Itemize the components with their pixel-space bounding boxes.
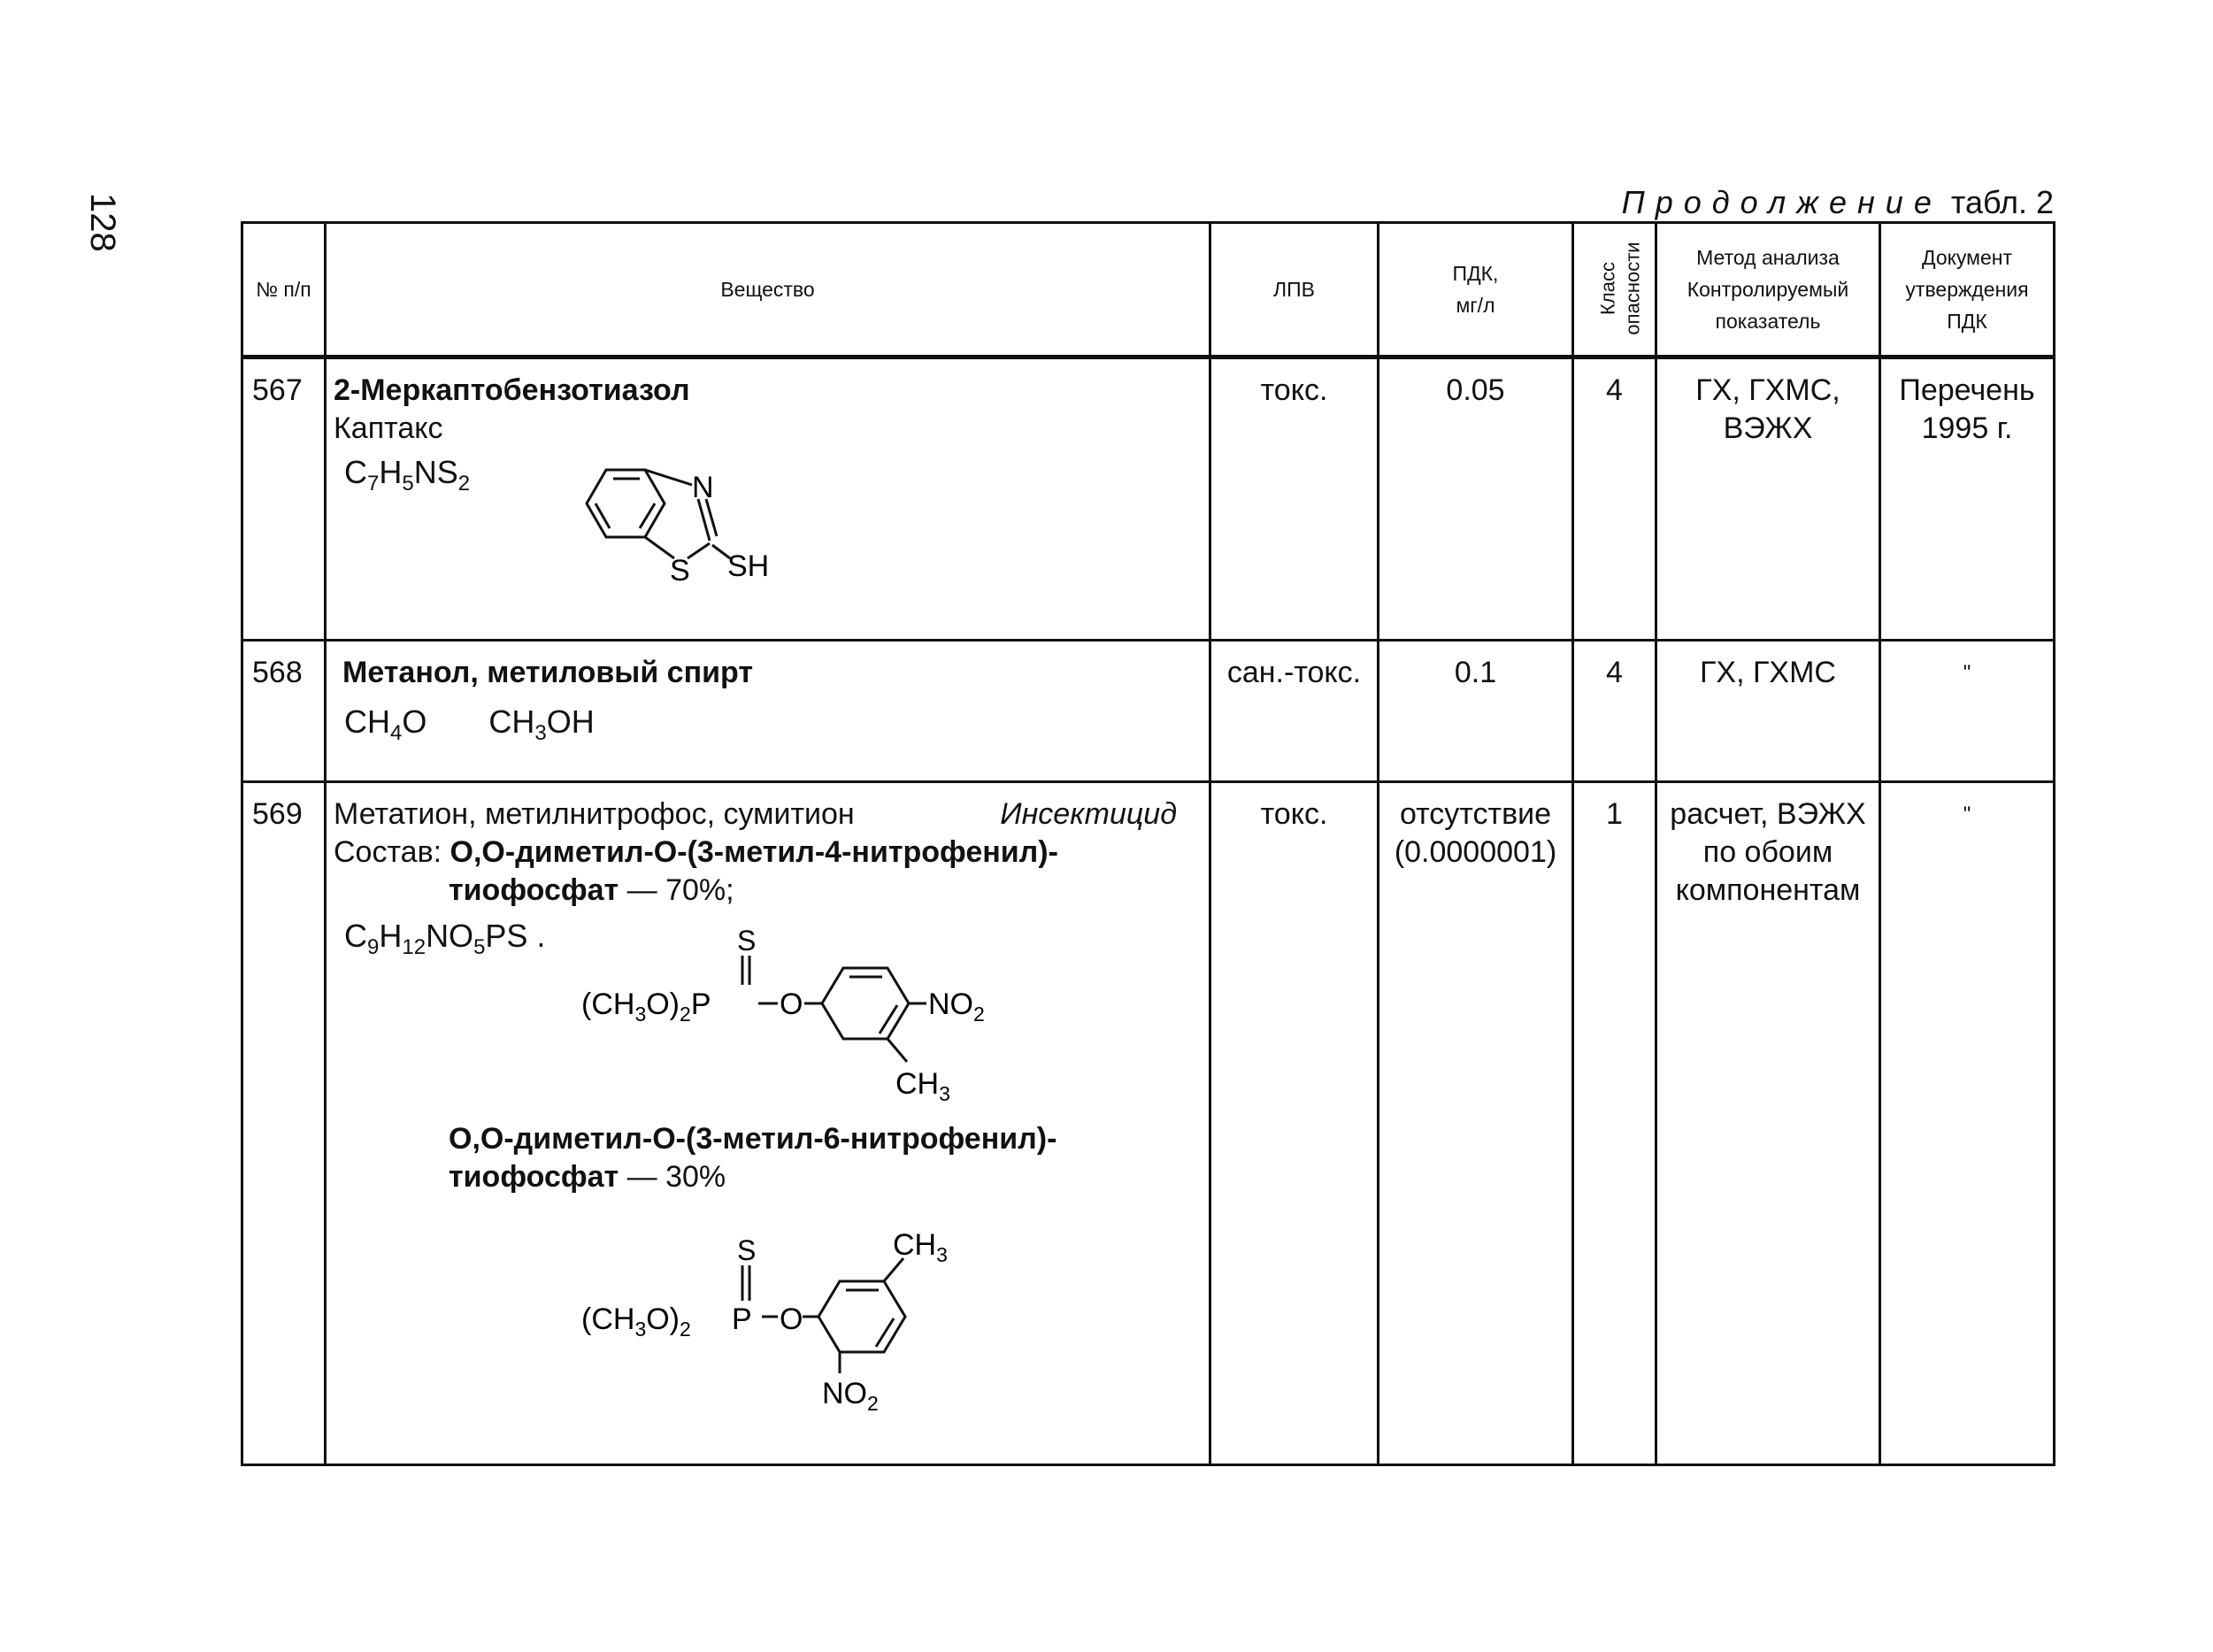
chemical-formula: $CH_4O$ $CH_3OH$ xyxy=(344,703,595,746)
hazard-class-cell: 1 xyxy=(1573,782,1656,1465)
header-method-line2: Контролируемый xyxy=(1687,278,1849,301)
header-method-line1: Метод анализа xyxy=(1696,246,1840,269)
svg-text:S: S xyxy=(737,1234,757,1266)
substance-cell xyxy=(326,357,1210,641)
header-row xyxy=(242,223,2055,357)
header-doc-line2: утверждения xyxy=(1905,278,2029,301)
substance-name: Метатион, метилнитрофос, сумитион xyxy=(334,797,855,831)
table-row xyxy=(242,357,2055,641)
chemical-formula: $C_9H_{12}NO_5PS$ . xyxy=(344,918,546,960)
svg-text:N: N xyxy=(692,471,714,504)
caption-table-ref: табл. 2 xyxy=(1950,184,2054,220)
header-document xyxy=(1880,223,2055,357)
pdk-cell: 0.05 xyxy=(1379,357,1573,641)
composition-line3: O,O-диметил-O-(3-метил-6-нитрофенил)- xyxy=(449,1122,1057,1156)
header-class-line1: Класс xyxy=(1596,261,1619,315)
composition-line2: тиофосфат — 70%; xyxy=(449,873,734,907)
substance-synonym: Каптакс xyxy=(334,411,443,445)
svg-text:CH3: $CH_3$ xyxy=(893,1228,948,1266)
row-num: 567 xyxy=(242,357,326,641)
substance-name: Метанол, метиловый спирт xyxy=(342,656,753,689)
document-cell: " xyxy=(1880,641,2055,782)
header-pdk-line1: ПДК, xyxy=(1452,262,1499,285)
header-method xyxy=(1656,223,1880,357)
svg-text:S: S xyxy=(737,925,757,957)
caption-continuation: Продолжение xyxy=(1621,184,1942,220)
row-num: 568 xyxy=(242,641,326,782)
table-row xyxy=(242,641,2055,782)
svg-text:(CH3O)2: $(CH_3O)_2$ xyxy=(581,1302,691,1341)
pdk-cell: отсутствие (0.0000001) xyxy=(1379,782,1573,1465)
benzothiazole-structure xyxy=(546,448,864,625)
header-lpv: ЛПВ xyxy=(1210,223,1379,357)
header-hazard-class xyxy=(1573,223,1656,357)
svg-text:(CH3O)2P: $(CH_3O)_2P$ xyxy=(581,987,711,1026)
lpv-cell: токс. xyxy=(1210,357,1379,641)
document-cell: Перечень 1995 г. xyxy=(1880,357,2055,641)
method-cell: расчет, ВЭЖХ по обоим компонентам xyxy=(1656,782,1880,1465)
svg-text:O: O xyxy=(780,1302,803,1336)
hazard-class-cell: 4 xyxy=(1573,357,1656,641)
svg-text:O: O xyxy=(780,987,803,1021)
pdk-cell: 0.1 xyxy=(1379,641,1573,782)
hazard-class-cell: 4 xyxy=(1573,641,1656,782)
svg-text:SH: SH xyxy=(727,549,770,583)
table-caption xyxy=(1622,184,2054,221)
header-num: № п/п xyxy=(242,223,326,357)
lpv-cell: токс. xyxy=(1210,782,1379,1465)
svg-text:P: P xyxy=(732,1302,752,1336)
header-method-line3: показатель xyxy=(1715,310,1821,333)
header-class-line2: опасности xyxy=(1621,241,1644,335)
header-doc-line1: Документ xyxy=(1921,246,2013,269)
substance-name: 2-Меркаптобензотиазол xyxy=(334,373,690,407)
header-pdk-line2: мг/л xyxy=(1456,294,1495,317)
substance-category: Инсектицид xyxy=(1000,797,1177,831)
method-cell: ГХ, ГХМС xyxy=(1656,641,1880,782)
svg-text:NO2: $NO_2$ xyxy=(822,1377,879,1415)
header-pdk xyxy=(1379,223,1573,357)
fenitrothion-structure-1 xyxy=(581,910,1077,1115)
svg-text:NO2: $NO_2$ xyxy=(928,987,985,1026)
document-cell: " xyxy=(1880,782,2055,1465)
method-cell: ГХ, ГХМС, ВЭЖХ xyxy=(1656,357,1880,641)
composition-line4: тиофосфат — 30% xyxy=(449,1160,726,1194)
chemical-formula: $C_7H_5NS_2$ xyxy=(344,454,471,496)
fenitrothion-structure-2 xyxy=(581,1196,1077,1418)
svg-text:CH3: $CH_3$ xyxy=(895,1067,950,1105)
substance-cell xyxy=(326,782,1210,1465)
composition-line1: Состав: O,O-диметил-O-(3-метил-4-нитрофенил)- xyxy=(334,835,1058,869)
header-substance: Вещество xyxy=(326,223,1210,357)
substance-cell xyxy=(326,641,1210,782)
svg-text:S: S xyxy=(670,554,690,588)
substances-table xyxy=(241,221,2055,1466)
table-row xyxy=(242,782,2055,1465)
header-doc-line3: ПДК xyxy=(1947,310,1987,333)
page-number: 128 xyxy=(83,193,122,252)
lpv-cell: сан.-токс. xyxy=(1210,641,1379,782)
row-num: 569 xyxy=(242,782,326,1465)
